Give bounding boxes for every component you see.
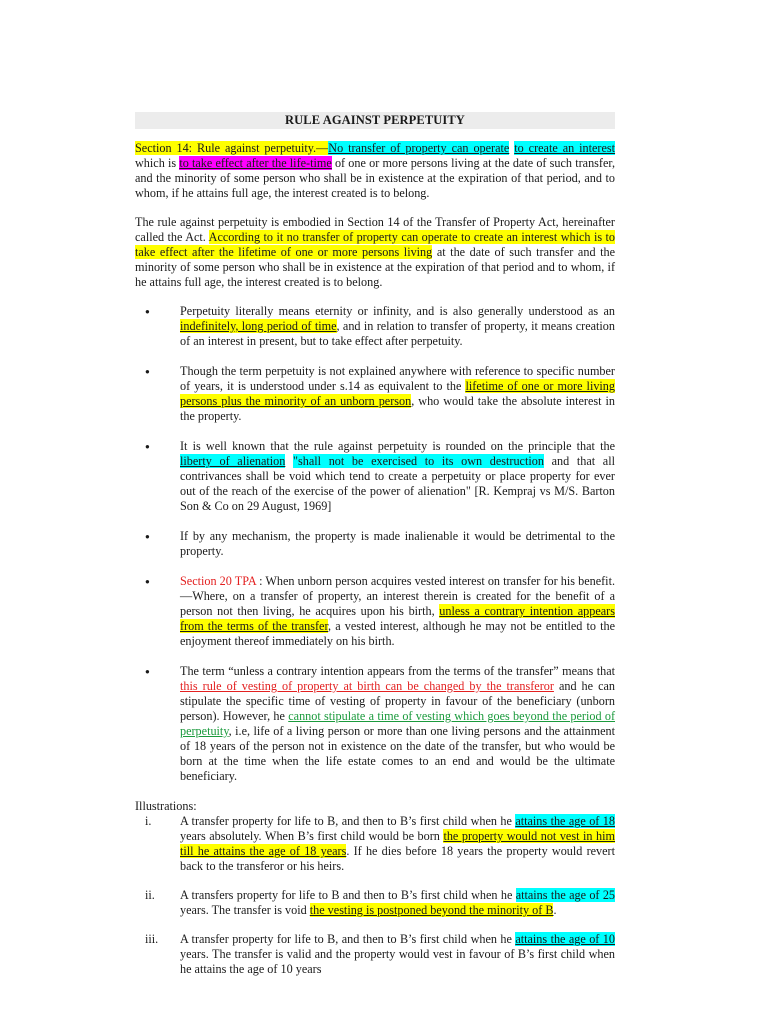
highlight-liberty: liberty of alienation [180,454,286,468]
list-item: ● Perpetuity literally means eternity or infinity, and is also generally understood as an indefinitely, long period of time, and in relation to transfer of property, it means creation of an interest in present, but to take effect after perpetuity. [135,304,615,349]
list-item: ● Section 20 TPA : When unborn person acquires vested interest on transfer for his benefit.—Where, on a transfer of property, an interest therein is created for the benefit of a person not then living, he acquires upon his birth, unless a contrary intention appears from the terms of the transfer, a vested interest, although he may not be entitled to the enjoyment thereof immediately on his birth. [135,574,615,649]
illustrations-heading: Illustrations: [135,799,197,813]
list-item: ● It is well known that the rule against perpetuity is rounded on the principle that the liberty of alienation "shall not be exercised to its own destruction and that all contrivances shall be void which tend to create a perpetuity or place property for ever out of the reach of the exercise of the power of alienation" [R. Kempraj vs M/S. Barton Son & Co on 29 August, 1969] [135,439,615,514]
highlight-age-18: attains the age of 18 [515,814,615,828]
section-20-label: Section 20 TPA [180,574,256,588]
list-item: ● The term “unless a contrary intention appears from the terms of the transfer” means that this rule of vesting of property at birth can be changed by the transferor and he can stipulate the specific time of vesting of property in favour of the beneficiary (unborn person). However, he cannot stipulate a time of vesting which goes beyond the period of perpetuity, i.e, life of a living person or more than one living persons and the attainment of 18 years of the person not in existence on the date of the transfer, but who would be born at the time when the life estate comes to an end and would be the ultimate beneficiary. [135,664,615,784]
case-reference: R. Kempraj vs M/S. Barton Son & Co on 29 August, 1969] [180,484,615,513]
red-underlined-text: this rule of vesting of property at birth can be changed by the transferor [180,679,554,693]
item-number: i. [145,814,152,828]
list-item: ii. A transfers property for life to B and then to B’s first child when he attains the age of 25 years. The transfer is void the vesting is postponed beyond the minority of B. [145,888,616,917]
green-underlined-text: cannot stipulate a time of vesting which goes beyond the period of perpetuity [180,709,616,738]
highlight-according: According to it no transfer of property can operate to create an interest which is to take effect after the lifetime of one or more persons living [135,230,616,259]
section-14-paragraph: Section 14: Rule against perpetuity.—No transfer of property can operate to create an interest which is to take effect after the life-time of one or more persons living at the date of such transfer, and the minority of some person who shall be in existence at the expiration of that period, and to whom, if he attains full age, the interest created is to belong. [135,141,616,200]
illustrations-list [135,814,615,977]
highlight-indefinitely: indefinitely, long period of time [180,319,337,333]
section-14-label: Section 14: Rule against perpetuity. [135,141,317,155]
highlight-age-25: attains the age of 25 [515,888,616,902]
highlight-create-interest: to create an interest [514,141,616,155]
highlight-own-destruction: "shall not be exercised to its own destruction [293,454,544,468]
highlight-not-vest: the property would not vest in him till he attains the age of 18 years [180,829,616,858]
list-item: iii. A transfer property for life to B, and then to B’s first child when he attains the age of 10 years. The transfer is valid and the property would vest in favour of B’s first child when he attains the age of 10 years [145,932,615,976]
highlight-contrary-intention: unless a contrary intention appears from the terms of the transfer [180,604,615,633]
document-page [135,112,615,991]
highlight-postponed: the vesting is postponed beyond the minority of B [309,903,554,917]
highlight-take-effect: to take effect after the life-time [179,156,332,170]
page-title: RULE AGAINST PERPETUITY [135,112,615,129]
highlight-no-transfer: No transfer of property can operate [328,141,510,155]
rule-paragraph: The rule against perpetuity is embodied in Section 14 of the Transfer of Property Act, hereinafter called the Act. According to it no transfer of property can operate to create an interest which is to take effect after the lifetime of one or more persons living at the date of such transfer and the minority of some person who shall be in existence at the expiration of that period and to whom, if he attains full age, the interest created is to belong. [135,215,616,289]
list-item: ● Though the term perpetuity is not explained anywhere with reference to specific number of years, it is understood under s.14 as equivalent to the lifetime of one or more living persons plus the minority of an unborn person, who would take the absolute interest in the property. [135,364,615,424]
list-item: i. A transfer property for life to B, and then to B’s first child when he attains the age of 18 years absolutely. When B’s first child would be born the property would not vest in him till he attains the age of 18 years. If he dies before 18 years the property would revert back to the transferor or his heirs. [145,814,616,873]
highlight-lifetime: lifetime of one or more living persons plus the minority of an unborn person [180,379,615,408]
bullet-list [135,304,615,784]
list-item: ● If by any mechanism, the property is made inalienable it would be detrimental to the property. [135,529,615,559]
item-number: iii. [145,932,159,946]
item-number: ii. [145,888,155,902]
highlight-age-10: attains the age of 10 [515,932,615,946]
